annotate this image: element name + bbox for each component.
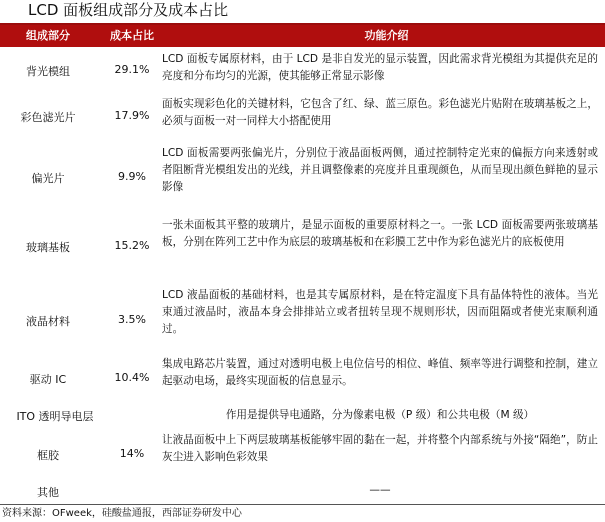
- function-text: 作用是提供导电通路，分为像素电极（P 级）和公共电极（M 级）: [225, 409, 535, 421]
- cost-share-value: 9.9%: [118, 170, 146, 183]
- component-name: 偏光片: [31, 172, 65, 185]
- function-text: LCD 液晶面板的基础材料，也是其专属原材料，是在特定温度下具有晶体特性的液体。当光束通过液晶时，液晶本身会排排站立或者扭转呈现不规则形状，因而阻隔或者使光束顺利通过。: [162, 289, 598, 335]
- component-name: 彩色滤光片: [20, 111, 76, 124]
- table-row: [0, 47, 605, 91]
- header-cost-share: 成本占比: [110, 29, 154, 42]
- cost-share-value: 3.5%: [118, 313, 146, 326]
- component-name: 背光模组: [26, 65, 70, 78]
- header-component: 组成部分: [26, 29, 70, 42]
- function-text: 集成电路芯片装置，通过对透明电极上电位信号的相位、峰值、频率等进行调整和控制，建立起驱动电场，最终实现面板的信息显示。: [162, 358, 598, 387]
- cost-share-value: 14%: [119, 447, 145, 460]
- component-name: 其他: [37, 486, 59, 499]
- cost-share-value: 10.4%: [114, 371, 150, 384]
- function-text: 面板实现彩色化的关键材料，它包含了红、绿、蓝三原色。彩色滤光片贴附在玻璃基板之上，必须与面板一对一同样大小搭配使用: [162, 98, 598, 127]
- component-name: 玻璃基板: [26, 241, 70, 254]
- component-name: 驱动 IC: [29, 373, 67, 386]
- table-bottom-divider: [0, 504, 605, 505]
- function-text: 一张未面板其平整的玻璃片，是显示面板的重要原材料之一。一张 LCD 面板需要两张玻璃基板，分别在阵列工艺中作为底层的玻璃基板和在彩膜工艺中作为彩色滤光片的底板使用: [162, 219, 598, 248]
- component-name: 液晶材料: [26, 315, 70, 328]
- component-name: ITO 透明导电层: [16, 410, 94, 423]
- table-row: [0, 478, 605, 502]
- table-row: [0, 428, 605, 474]
- function-text: LCD 面板需要两张偏光片，分别位于液晶面板两侧，通过控制特定光束的偏振方向来透射或者阻断背光模组发出的光线，并且调整像素的亮度并且重现颜色，从而呈现出颜色鲜艳的显示影像: [162, 147, 598, 193]
- cost-share-value: 17.9%: [114, 109, 150, 122]
- cost-table: [0, 25, 605, 47]
- cost-share-value: 15.2%: [114, 239, 150, 252]
- component-name: 框胶: [37, 449, 59, 462]
- table-header: [0, 25, 605, 47]
- table-row: [0, 352, 605, 402]
- source-note: 资料来源：OFweek，硅酸盐通报，西部证券研发中心: [2, 508, 242, 519]
- header-function: 功能介绍: [364, 29, 409, 42]
- function-text: 让液晶面板中上下两层玻璃基板能够牢固的黏在一起，并将整个内部系统与外接“隔绝”，防止灰尘进入影响色彩效果: [162, 434, 598, 463]
- page-title: LCD 面板组成部分及成本占比: [28, 1, 229, 19]
- cost-share-value: 29.1%: [114, 63, 150, 76]
- table-row: [0, 92, 605, 140]
- function-text: LCD 面板专属原材料，由于 LCD 是非自发光的显示装置，因此需求背光模组为其提供充足的亮度和分布均匀的光源，使其能够正常显示影像: [162, 53, 598, 82]
- function-text: ——: [369, 484, 391, 496]
- table-row: [0, 140, 605, 208]
- table-row: [0, 211, 605, 279]
- table-row: [0, 404, 605, 426]
- table-row: [0, 283, 605, 349]
